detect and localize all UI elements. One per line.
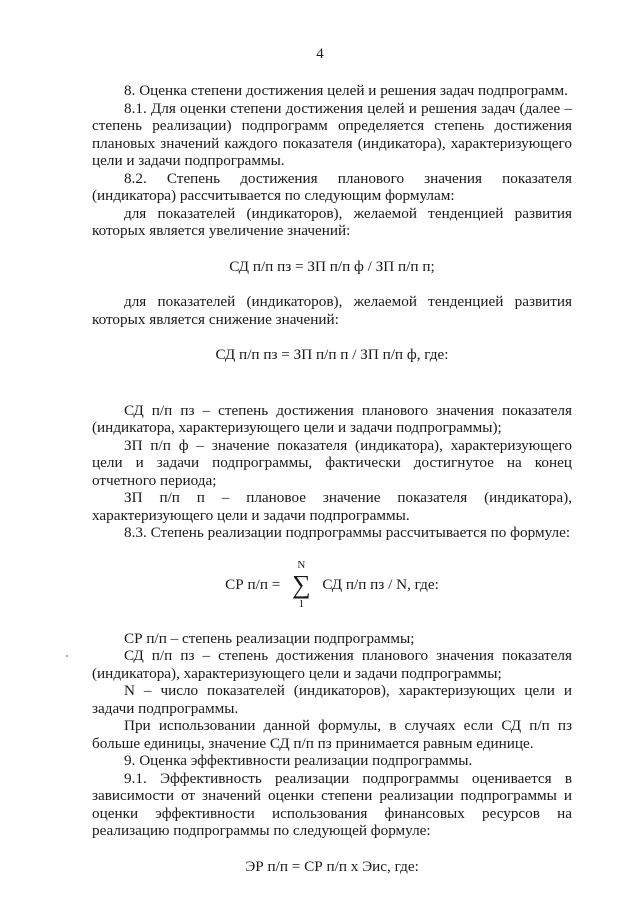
formula-er: ЭР п/п = СР п/п х Эис, где: bbox=[245, 857, 419, 875]
formula-summation bbox=[92, 552, 572, 618]
section-9-title: 9. Оценка эффективности реализации подпрограммы. bbox=[124, 752, 473, 769]
section-8-title: 8. Оценка степени достижения целей и решения задач подпрограмм. bbox=[124, 82, 568, 99]
scan-speck bbox=[66, 655, 68, 657]
sigma-upper-limit: N bbox=[297, 558, 306, 571]
definition-n: N – число показателей (индикаторов), характеризующих цели и задачи подпрограммы. bbox=[92, 682, 572, 717]
definition-sr: СР п/п – степень реализации подпрограммы; bbox=[124, 629, 415, 647]
paragraph-9-1: 9.1. Эффективность реализации подпрограммы оценивается в зависимости от значений оценки степени реализации подпрограммы и оценки эффективности использования финансовых ресурсов на реализацию подпрограммы по следующей формуле: bbox=[92, 769, 572, 839]
definition-sd: СД п/п пз – степень достижения планового значения показателя (индикатора, характеризующего цели и задачи подпрограммы); bbox=[92, 401, 572, 436]
sigma-icon: ∑ bbox=[292, 569, 311, 599]
paragraph-8-3: 8.3. Степень реализации подпрограммы рассчитывается по формуле: bbox=[124, 524, 571, 541]
sigma-stack bbox=[290, 559, 312, 611]
page-number: 4 bbox=[316, 46, 324, 62]
summation-lhs: СР п/п = bbox=[225, 575, 281, 593]
document-body bbox=[92, 82, 572, 893]
definition-zp-fact: ЗП п/п ф – значение показателя (индикатора), характеризующего цели и задачи подпрограммы, фактически достигнутое на конец отчетного периода; bbox=[92, 436, 572, 489]
decrease-intro: для показателей (индикаторов), желаемой тенденцией развития которых является снижение значений: bbox=[92, 293, 572, 328]
definition-sd-2: СД п/п пз – степень достижения планового значения показателя (индикатора), характеризующего цели и задачи подпрограммы; bbox=[92, 647, 572, 682]
definition-zp-plan: ЗП п/п п – плановое значение показателя (индикатора), характеризующего цели и задачи подпрограммы. bbox=[92, 489, 572, 524]
increase-intro: для показателей (индикаторов), желаемой тенденцией развития которых является увеличение значений: bbox=[92, 204, 572, 239]
paragraph-8-1: 8.1. Для оценки степени достижения целей и решения задач (далее – степень реализации) подпрограмм определяется степень достижения плановых значений каждого показателя (индикатора), характеризующего цели и задачи подпрограммы. bbox=[92, 99, 572, 169]
paragraph-8-2: 8.2. Степень достижения планового значения показателя (индикатора) рассчитывается по следующим формулам: bbox=[92, 169, 572, 204]
sigma-lower-limit: 1 bbox=[298, 597, 305, 610]
summation-rhs: СД п/п пз / N, где: bbox=[322, 575, 439, 593]
formula-decrease: СД п/п пз = ЗП п/п п / ЗП п/п ф, где: bbox=[215, 346, 449, 363]
formula-increase: СД п/п пз = ЗП п/п ф / ЗП п/п п; bbox=[229, 257, 435, 275]
note-sd-cap: При использовании данной формулы, в случаях если СД п/п пз больше единицы, значение СД п/п пз принимается равным единице. bbox=[92, 717, 572, 752]
